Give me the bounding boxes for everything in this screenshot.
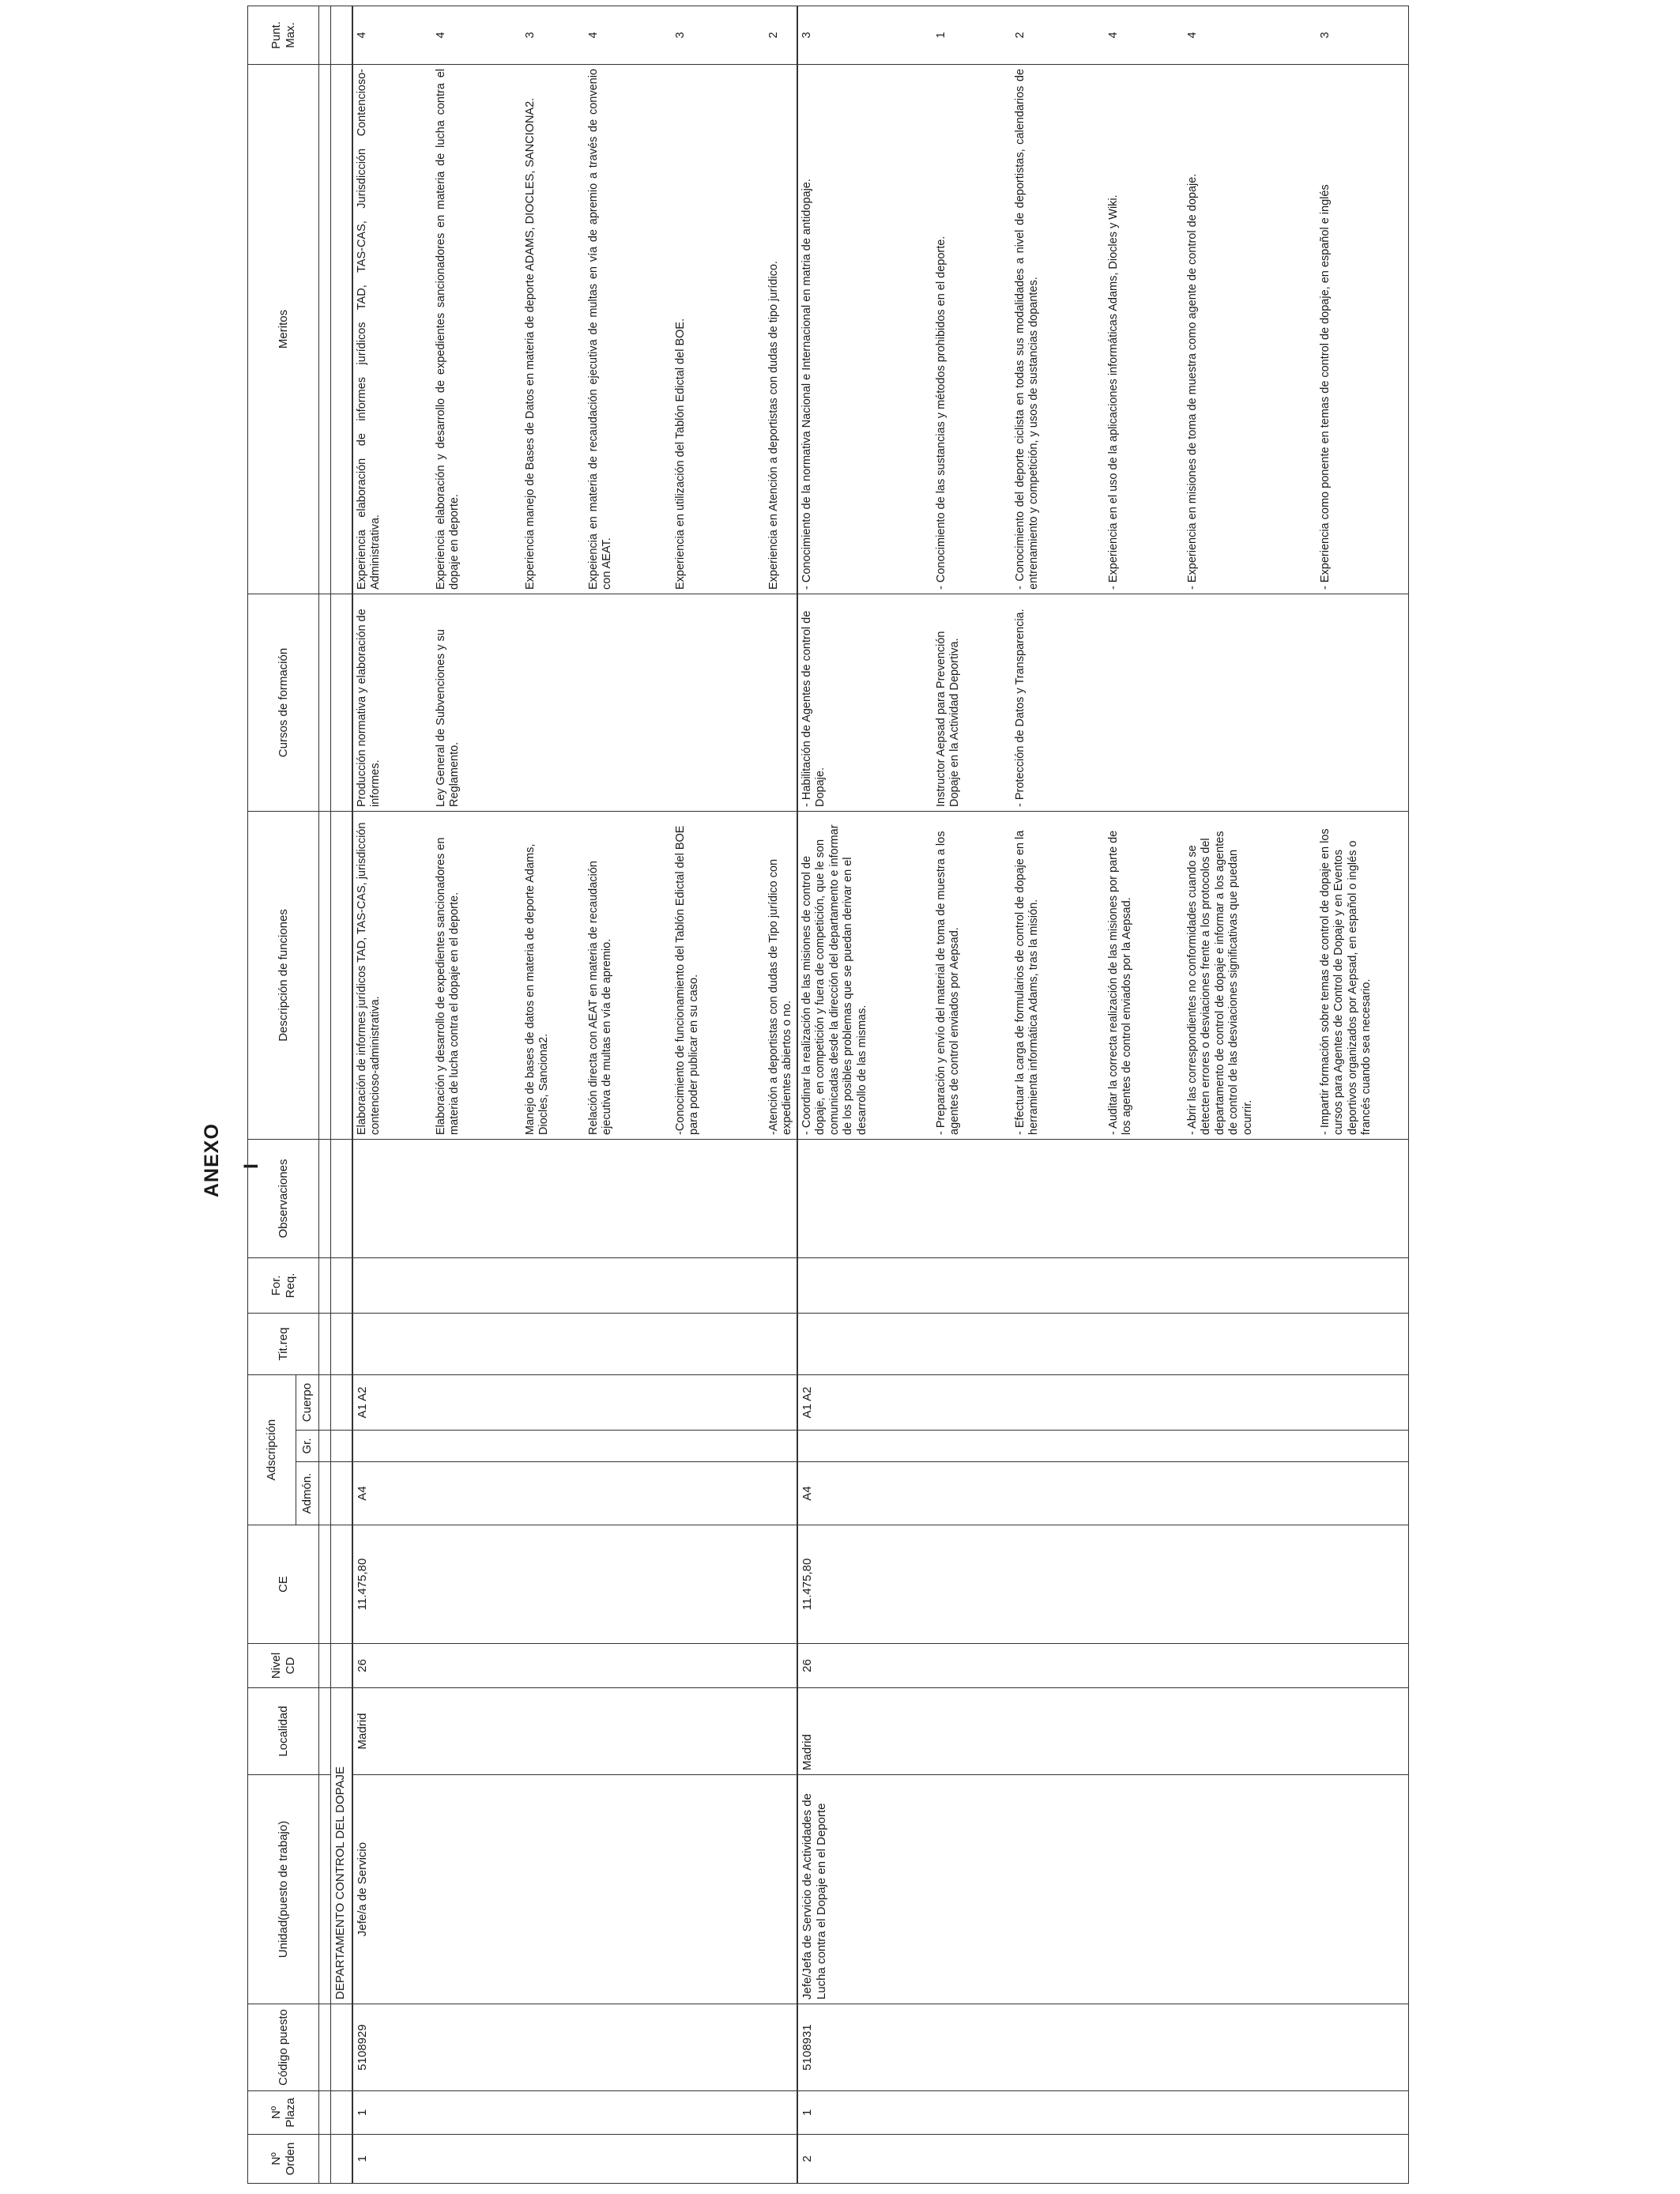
punt-value: 4 [356, 32, 368, 39]
orden-cell: 2 [797, 2135, 1409, 2184]
punt-cell [797, 6, 1409, 65]
funcion-item: - Coordinar la realización de las misiones de control de dopaje, en competición y fuera de competición, que le son comunicadas desde la dirección del departamento e informar de los posibles problemas que se puedan derivar en el desarrollo de las mismas. [800, 824, 868, 1135]
header-plaza: Nº Plaza [248, 2091, 319, 2135]
curso-item: Ley General de Subvenciones y su Reglamento. [435, 629, 461, 807]
punt-value: 4 [1107, 32, 1120, 39]
merito-item: - Experiencia en misiones de toma de muestra como agente de control de dopaje. [1186, 173, 1199, 590]
header-forreq: For. Req. [248, 1258, 319, 1314]
punt-value: 4 [435, 32, 447, 39]
annex-sheet [247, 10, 1422, 2184]
punt-cell [352, 6, 797, 65]
punt-value: 3 [674, 32, 687, 39]
funcion-item: Elaboración de informes jurídicos TAD, TAS-CAS, jurisdicción contencioso-administrativa. [356, 822, 382, 1135]
curso-item [674, 598, 767, 807]
header-observaciones: Observaciones [248, 1140, 319, 1258]
curso-item [587, 598, 674, 807]
nivel-cell: 26 [797, 1644, 1409, 1688]
annex-title: ANEXO I [201, 1123, 262, 1197]
funcion-item: Manejo de bases de datos en materia de deporte Adams, Diocles, Sanciona2. [524, 843, 551, 1135]
nivel-cell: 26 [352, 1644, 797, 1688]
funcion-item: -Atención a deportistas con dudas de Tipo jurídico con expedientes abiertos o no. [767, 858, 794, 1135]
funcion-item: Relación directa con AEAT en materia de recaudación ejecutiva de multas en vía de apremio. [587, 861, 614, 1135]
meritos-cell [797, 65, 1409, 594]
forreq-cell [352, 1258, 797, 1314]
merito-item: Experiencia manejo de Bases de Datos en materia de deporte ADAMS, DIOCLES, SANCIONA2. [524, 97, 537, 590]
header-unidad: Unidad(puesto de trabajo) [248, 1775, 319, 2004]
funcion-item: Elaboración y desarrollo de expedientes sancionadores en materia de lucha contra el dopaje en el deporte. [435, 837, 461, 1135]
titreq-cell [797, 1314, 1409, 1375]
merito-item: Experiencia en utilización del Tablón Edictal del BOE. [674, 318, 687, 590]
ce-cell: 11.475,80 [352, 1525, 797, 1644]
plaza-cell: 1 [352, 2091, 797, 2135]
header-meritos: Meritos [248, 65, 319, 594]
merito-item: Expeiencia en materia de recaudación ejecutiva de multas en vía de apremio a través de convenio con AEAT. [587, 69, 614, 590]
merito-item: - Experiencia como ponente en temas de control de dopaje, en español e inglés [1319, 184, 1332, 590]
funcion-item: - Efectuar la carga de formularios de control de dopaje en la herramienta informática Adams, tras la misión. [1014, 830, 1041, 1135]
header-ce: CE [248, 1525, 319, 1644]
merito-item: - Conocimiento del deporte ciclista en todas sus modalidades a nivel de deportistas, calendarios de entrenamiento y competición, y usos de sustancias dopantes. [1014, 69, 1041, 590]
punt-value: 3 [800, 32, 813, 39]
unidad-cell: Jefe/Jefa de Servicio de Actividades de Lucha contra el Dopaje en el Deporte [797, 1775, 1409, 2004]
funciones-cell [352, 812, 797, 1140]
localidad-cell: Madrid [797, 1688, 1409, 1775]
merito-item: Experiencia elaboración de informes jurídicos TAD, TAS-CAS, Jurisdicción Contencioso-Administrativa. [356, 69, 382, 590]
header-titreq: Tit.req [248, 1314, 319, 1375]
curso-item: Instructor Aepsad para Prevención Dopaje en la Actividad Deportiva. [935, 631, 962, 807]
header-punt: Punt. Max. [248, 6, 319, 65]
curso-item [1107, 598, 1186, 807]
table-row [797, 6, 1409, 2184]
meritos-cell [352, 65, 797, 594]
cursos-cell [352, 594, 797, 812]
merito-item: - Conocimiento de las sustancias y métodos prohibidos en el deporte. [935, 236, 947, 590]
cursos-cell [797, 594, 1409, 812]
header-localidad: Localidad [248, 1688, 319, 1775]
header-cuerpo: Cuerpo [296, 1375, 319, 1431]
curso-item: - Habilitación de Agentes de control de Dopaje. [800, 610, 827, 807]
punt-value: 1 [935, 32, 947, 39]
merito-item: - Experiencia en el uso de la aplicaciones informáticas Adams, Diocles y Wiki. [1107, 194, 1120, 590]
observaciones-cell [797, 1140, 1409, 1258]
punt-value: 3 [1319, 32, 1332, 39]
titreq-cell [352, 1314, 797, 1375]
admon-cell: A4 [352, 1462, 797, 1525]
spacer-row [319, 6, 331, 2184]
codigo-cell: 5108929 [352, 2004, 797, 2091]
curso-item [767, 598, 794, 807]
forreq-cell [797, 1258, 1409, 1314]
department-row [331, 6, 353, 2184]
merito-item: Experiencia en Atención a deportistas con dudas de tipo jurídico. [767, 261, 780, 590]
funcion-item: - Preparación y envío del material de toma de muestra a los agentes de control enviados por Aepsad. [935, 831, 962, 1135]
header-cursos: Cursos de formación [248, 594, 319, 812]
gr-cell [797, 1431, 1409, 1462]
gr-cell [352, 1431, 797, 1462]
header-codigo: Código puesto [248, 2004, 319, 2091]
header-admon: Admón. [296, 1462, 319, 1525]
header-gr: Gr. [296, 1431, 319, 1462]
merito-item: Experiencia elaboración y desarrollo de expedientes sancionadores en materia de lucha contra el dopaje en deporte. [435, 69, 461, 590]
table-row [352, 6, 797, 2184]
plaza-cell: 1 [797, 2091, 1409, 2135]
punt-value: 2 [767, 32, 780, 39]
cuerpo-cell: A1 A2 [797, 1375, 1409, 1431]
curso-item [1186, 598, 1319, 807]
punt-value: 2 [1014, 32, 1026, 39]
curso-item: Producción normativa y elaboración de informes. [356, 609, 382, 807]
funcion-item: - Auditar la correcta realización de las misiones por parte de los agentes de control enviados por la Aepsad. [1107, 830, 1134, 1135]
funcion-item: -Conocimiento de funcionamiento del Tablón Edictal del BOE para poder publicar en su caso. [674, 825, 701, 1135]
cuerpo-cell: A1 A2 [352, 1375, 797, 1431]
header-nivel: Nivel CD [248, 1644, 319, 1688]
ce-cell: 11.475,80 [797, 1525, 1409, 1644]
punt-value: 4 [587, 32, 600, 39]
funciones-cell [797, 812, 1409, 1140]
header-adscripcion: Adscripción [248, 1375, 296, 1525]
department-name: DEPARTAMENTO CONTROL DEL DOPAJE [331, 1688, 353, 2004]
punt-value: 4 [1186, 32, 1199, 39]
header-orden: Nº Orden [248, 2135, 319, 2184]
curso-item: - Protección de Datos y Transparencia. [1014, 609, 1026, 807]
funcion-item: - Abrir las correspondientes no conformidades cuando se detecten errores o desviaciones frente a los protocolos del departamento de control de dopaje e informar a los agentes de control de las desviaciones significativas que puedan ocurrir. [1186, 831, 1254, 1135]
header-descripcion: Descripción de funciones [248, 812, 319, 1140]
localidad-cell: Madrid [352, 1688, 797, 1775]
punt-value: 3 [524, 32, 537, 39]
unidad-cell: Jefe/a de Servicio [352, 1775, 797, 2004]
admon-cell: A4 [797, 1462, 1409, 1525]
curso-item [1319, 598, 1406, 807]
funcion-item: - Impartir formación sobre temas de control de dopaje en los cursos para Agentes de Control de Dopaje y en Eventos deportivos organizados por Aepsad, en español o inglés o francés cuando sea necesario. [1319, 828, 1373, 1135]
orden-cell: 1 [352, 2135, 797, 2184]
curso-item [524, 598, 587, 807]
merito-item: - Conocimiento de la normativa Nacional e Internacional en matria de antidopaje. [800, 179, 813, 590]
codigo-cell: 5108931 [797, 2004, 1409, 2091]
annex-table [247, 6, 1409, 2184]
observaciones-cell [352, 1140, 797, 1258]
